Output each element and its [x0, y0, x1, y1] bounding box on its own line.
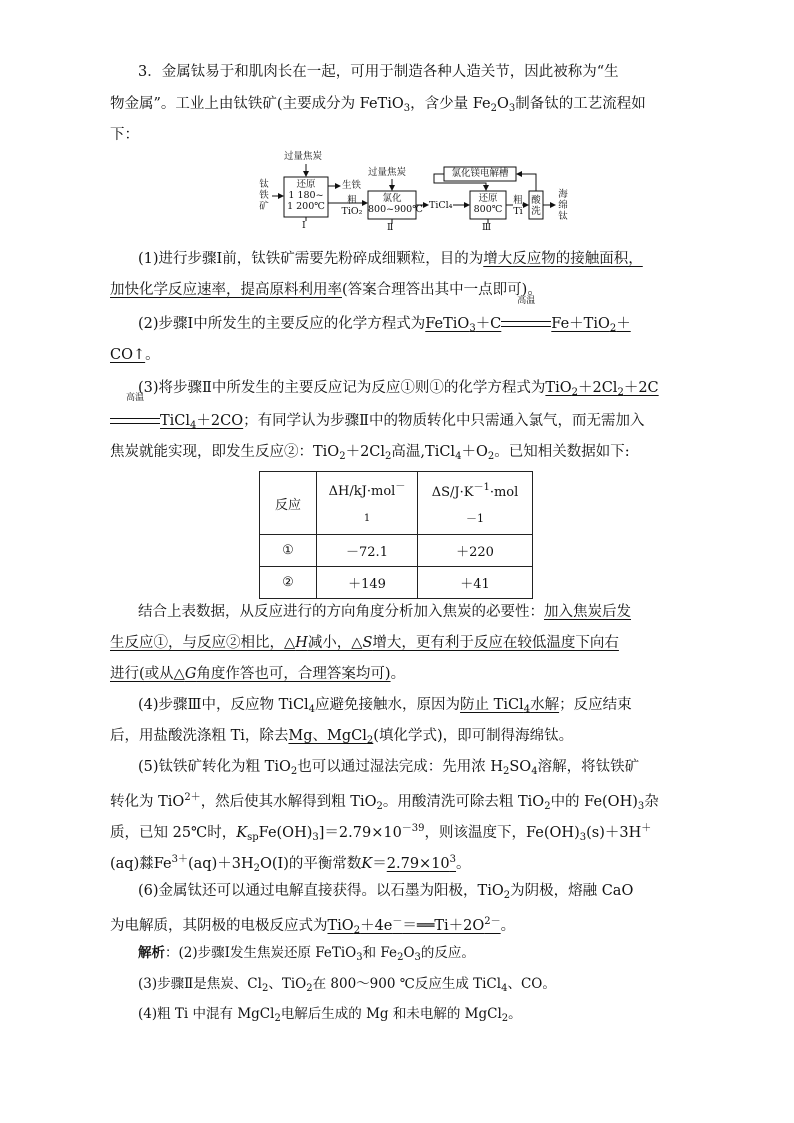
part-3-analysis-line-2: 生反应①，与反应②相比，△H减小，△S增大，更有利于反应在较低温度下向右 [110, 635, 619, 651]
table-row: ① －72.1 ＋220 [260, 535, 533, 567]
part-6-line-1: (6)金属钛还可以通过电解直接获得。以石墨为阳极，TiO$_2$为阴极，熔融 CaO [138, 883, 634, 901]
part-3-line-1: (3)将步骤Ⅱ中所发生的主要反应记为反应①则①的化学方程式为$TiO_2+2Cl_2+2C$ [138, 380, 659, 398]
flow-step-2: Ⅱ [387, 222, 394, 233]
flow-sponge-ti: 海 绵 钛 [558, 189, 568, 222]
flow-box-acid-wash: 酸 洗 [531, 195, 541, 217]
thermo-data-table [259, 471, 533, 599]
question-3-line-2: 物金属”。工业上由钛铁矿(主要成分为 FeTiO$_3$，含少量 $Fe_2O_3$制备钛的工艺流程如 [110, 96, 646, 114]
flow-crude-ti: 粗 Ti [513, 195, 523, 217]
analysis-line-2: (3)步骤Ⅱ是焦炭、$Cl_2$、TiO$_2$在 800～900 ℃反应生成 TiCl$_4$、CO。 [138, 976, 556, 994]
part-6-line-2: 为电解质，其阴极的电极反应式为$TiO_2+4e^-=══Ti+2O^{2-}$。 [110, 916, 516, 936]
flow-coke-1: 过量焦炭 [284, 151, 323, 162]
part-2-line-2: CO↑。 [110, 347, 160, 363]
flow-ticl4: TiCl₄ [429, 200, 453, 211]
analysis-line-1: 解析：(2)步骤Ⅰ发生焦炭还原 FeTiO$_3$和 $Fe_2O_3$的反应。 [138, 945, 475, 963]
part-5-line-1: (5)钛铁矿转化为粗 TiO$_2$也可以通过湿法完成：先用浓 $H_2SO_4$溶解，将钛铁矿 [138, 759, 640, 777]
flow-pig-iron: 生铁 [342, 180, 362, 191]
flow-step-1: Ⅰ [302, 220, 306, 231]
flow-electrolysis-cell: 氯化镁电解槽 [451, 168, 509, 179]
part-4-line-2: 后，用盐酸洗涤粗 Ti，除去Mg、MgCl$_2$(填化学式)，即可制得海绵钛。 [110, 728, 574, 746]
question-3-line-3: 下： [110, 127, 139, 143]
part-5-line-2: 转化为 TiO$^{2+}$，然后使其水解得到粗 TiO$_2$。用酸清洗可除去粗 TiO$_2$中的 $Fe(OH)_3$杂 [110, 792, 659, 812]
table-header-reaction: 反应 [260, 472, 317, 535]
part-3-analysis-line-1: 结合上表数据，从反应进行的方向角度分析加入焦炭的必要性：加入焦炭后发 [138, 604, 631, 620]
flow-crude-tio2: 粗 TiO₂ [341, 195, 363, 217]
part-5-line-3: 质，已知 25℃时，$K_{sp}Fe(OH)_3]=2.79\times 10^{-39}$，则该温度下，$Fe(OH)_3(s)+3H^+$ [110, 823, 652, 843]
flow-ore-label: 钛 铁 矿 [259, 179, 269, 212]
process-flow-diagram [258, 151, 598, 233]
flow-box-chlorination: 氯化 800~900℃ [368, 193, 423, 215]
table-header-dh: ΔH/kJ·mol－ 1 [317, 472, 418, 535]
table-header-ds: $\Delta S/J\cdot K^{-1}\cdot mol$ －1 [418, 472, 533, 535]
analysis-line-3: (4)粗 Ti 中混有 MgCl$_2$电解后生成的 Mg 和未电解的 MgCl$_2$。 [138, 1006, 522, 1024]
part-4-line-1: (4)步骤Ⅲ中，反应物 TiCl$_4$应避免接触水，原因为防止 TiCl$_4$水解；反应结束 [138, 697, 632, 715]
part-3-analysis-line-3: 进行(或从△G角度作答也可，合理答案均可)。 [110, 666, 406, 682]
question-3-line-1: 3．金属钛易于和肌肉长在一起，可用于制造各种人造关节，因此被称为“生 [138, 64, 619, 80]
flow-box-reduction-1: 还原 1 180~ 1 200℃ [287, 179, 325, 212]
table-row: ② ＋149 ＋41 [260, 567, 533, 599]
part-3-line-2: 高温 TiCl$_4$＋2CO；有同学认为步骤Ⅱ中的物质转化中只需通入氯气，而无需加入 [110, 406, 700, 441]
flow-step-3: Ⅲ [482, 222, 492, 233]
flow-coke-2: 过量焦炭 [368, 167, 407, 178]
part-2-line-1: (2)步骤Ⅰ中所发生的主要反应的化学方程式为FeTiO$_3$＋C 高温 Fe＋TiO$_2$＋ [138, 296, 631, 334]
flow-box-reduction-2: 还原 800℃ [473, 193, 503, 215]
part-1-line-2: 加快化学反应速率，提高原料利用率(答案合理答出其中一点即可)。 [110, 282, 542, 298]
part-1-line-1: (1)进行步骤Ⅰ前，钛铁矿需要先粉碎成细颗粒，目的为增大反应物的接触面积， [138, 251, 643, 267]
part-5-line-4: (aq)㵘$Fe^{3+}(aq)+3H_2O(Ⅰ)$的平衡常数$K=2.79\times 10^3$。 [110, 854, 471, 874]
part-3-line-3: 焦炭就能实现，即发生反应②：$TiO_2+2Cl_2$高温$,TiCl_4+O_2$。已知相关数据如下: [110, 444, 630, 462]
